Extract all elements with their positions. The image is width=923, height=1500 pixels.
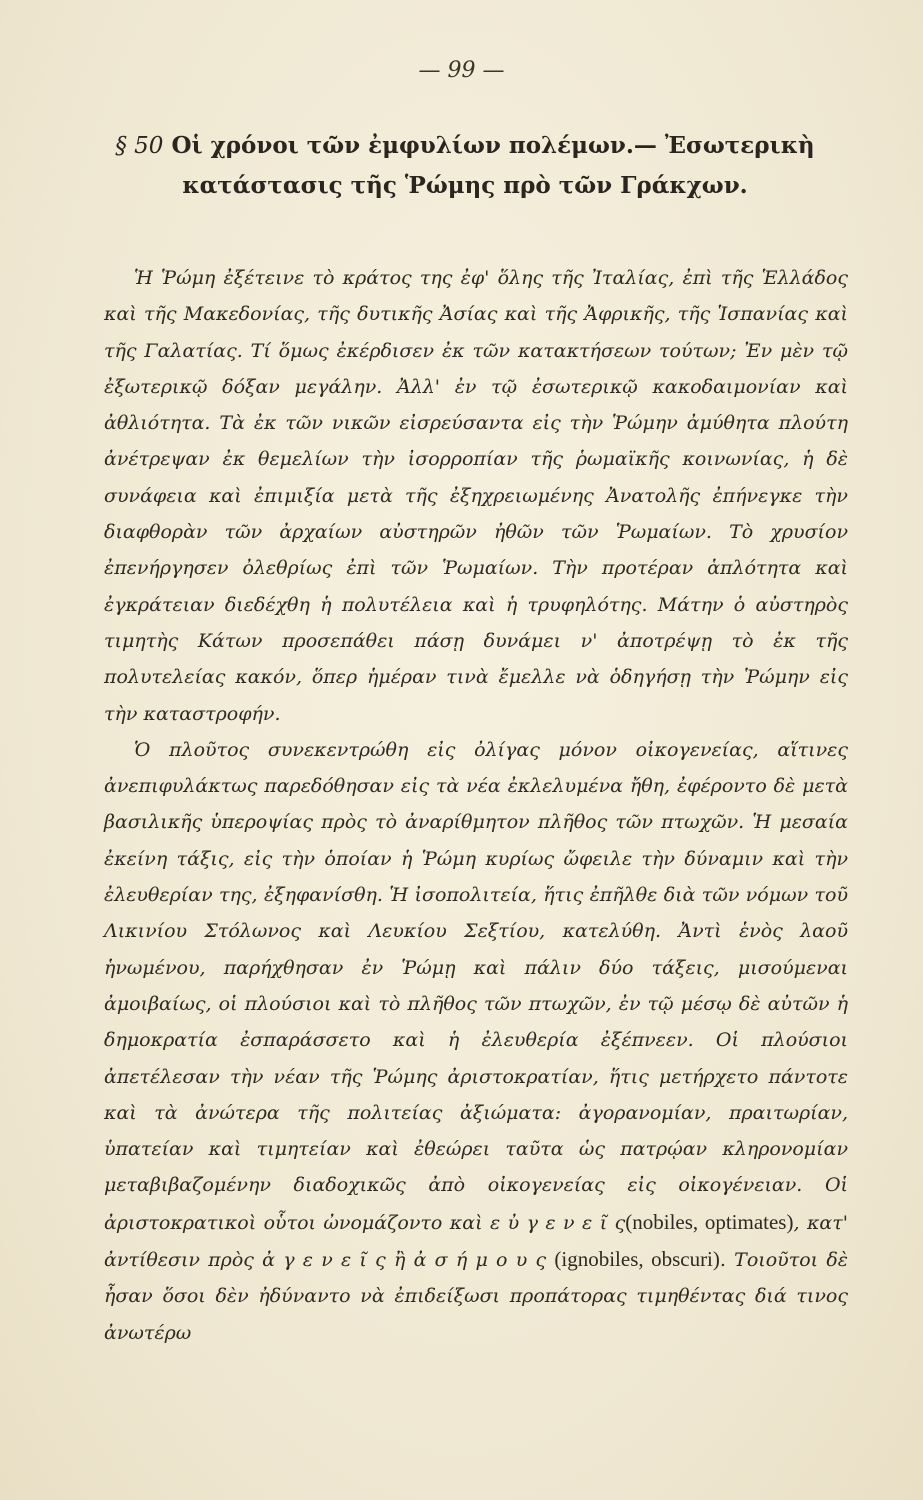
- section-number: § 50: [115, 133, 164, 159]
- paragraph-2-continuation: , κατ' ἀντίθεσιν πρὸς ἀ γ ε ν ε ῖ ς ἢ ἀ σ ή μ ο υ ς: [104, 1211, 848, 1272]
- body-text: [104, 260, 848, 1351]
- latin-term-nobiles: (nobiles, optimates): [625, 1209, 794, 1234]
- section-heading: [100, 126, 830, 205]
- section-title: Οἱ χρόνοι τῶν ἐμφυλίων πολέμων.— Ἐσωτερικὴ κατάστασις τῆς Ῥώμης πρὸ τῶν Γράκχων.: [171, 132, 815, 199]
- paragraph-1: Ἡ Ῥώμη ἐξέτεινε τὸ κράτος της ἐφ' ὅλης τῆς Ἰταλίας, ἐπὶ τῆς Ἑλλάδος καὶ τῆς Μακεδονίας, τῆς δυτικῆς Ἀσίας καὶ τῆς Ἀφρικῆς, τῆς Ἱσπανίας καὶ τῆς Γαλατίας. Τί ὅμως ἐκέρδισεν ἐκ τῶν κατακτήσεων τούτων; Ἐν μὲν τῷ ἐξωτερικῷ δόξαν μεγάλην. Ἀλλ' ἐν τῷ ἐσωτερικῷ κακοδαιμονίαν καὶ ἀθλιότητα. Τὰ ἐκ τῶν νικῶν εἰσρεύσαντα εἰς τὴν Ῥώμην ἀμύθητα πλούτη ἀνέτρεψαν ἐκ θεμελίων τὴν ἰσορροπίαν τῆς ῥωμαϊκῆς κοινωνίας, ἡ δὲ συνάφεια καὶ ἐπιμιξία μετὰ τῆς ἐξηχρειωμένης Ἀνατολῆς ἐπήνεγκε τὴν διαφθορὰν τῶν ἀρχαίων αὐστηρῶν ἠθῶν τῶν Ῥωμαίων. Τὸ χρυσίον ἐπενήργησεν ὀλεθρίως ἐπὶ τῶν Ῥωμαίων. Τὴν προτέραν ἁπλότητα καὶ ἐγκράτειαν διεδέχθη ἡ πολυτέλεια καὶ ἡ τρυφηλότης. Μάτην ὁ αὐστηρὸς τιμητὴς Κάτων προσεπάθει πάσῃ δυνάμει ν' ἀποτρέψῃ τὸ ἐκ τῆς πολυτελείας κακόν, ὅπερ ἡμέραν τινὰ ἔμελλε νὰ ὁδηγήσῃ τὴν Ῥώμην εἰς τὴν καταστροφήν.: [104, 267, 848, 725]
- latin-term-ignobiles: (ignobiles, obscuri): [554, 1247, 720, 1272]
- paragraph-2-ending: . Τοιοῦτοι δὲ ἦσαν ὅσοι δὲν ἠδύναντο νὰ ἐπιδείξωσι προπάτορας τιμηθέντας διά τινος ἀνωτέρω: [104, 1249, 848, 1344]
- paragraph-2: [104, 732, 848, 1351]
- page-number: — 99 —: [418, 58, 505, 83]
- paragraph-2-text: Ὁ πλοῦτος συνεκεντρώθη εἰς ὀλίγας μόνον οἰκογενείας, αἵτινες ἀνεπιφυλάκτως παρεδόθησαν εἰς τὰ νέα ἐκλελυμένα ἤθη, ἐφέροντο δὲ μετὰ βασιλικῆς ὑπεροψίας πρὸς τὸ ἀναρίθμητον πλῆθος τῶν πτωχῶν. Ἡ μεσαία ἐκείνη τάξις, εἰς τὴν ὁποίαν ἡ Ῥώμη κυρίως ὤφειλε τὴν δύναμιν καὶ τὴν ἐλευθερίαν της, ἐξηφανίσθη. Ἡ ἰσοπολιτεία, ἥτις ἐπῆλθε διὰ τῶν νόμων τοῦ Λικινίου Στόλωνος καὶ Λευκίου Σεξτίου, κατελύθη. Ἀντὶ ἑνὸς λαοῦ ἡνωμένου, παρήχθησαν ἐν Ῥώμῃ καὶ πάλιν δύο τάξεις, μισούμεναι ἀμοιβαίως, οἱ πλούσιοι καὶ τὸ πλῆθος τῶν πτωχῶν, ἐν τῷ μέσῳ δὲ αὐτῶν ἡ δημοκρατία ἐσπαράσσετο καὶ ἡ ἐλευθερία ἐξέπνεεν. Οἱ πλούσιοι ἀπετέλεσαν τὴν νέαν τῆς Ῥώμης ἀριστοκρατίαν, ἥτις μετήρχετο πάντοτε καὶ τὰ ἀνώτερα τῆς πολιτείας ἀξιώματα: ἀγορανομίαν, πραιτωρίαν, ὑπατείαν καὶ τιμητείαν καὶ ἐθεώρει ταῦτα ὡς πατρῴαν κληρονομίαν μεταβιβαζομένην διαδοχικῶς ἀπὸ οἰκογενείας εἰς οἰκογένειαν. Οἱ ἀριστοκρατικοὶ οὗτοι ὠνομάζοντο καὶ ε ὐ γ ε ν ε ῖ ς: [104, 738, 848, 1234]
